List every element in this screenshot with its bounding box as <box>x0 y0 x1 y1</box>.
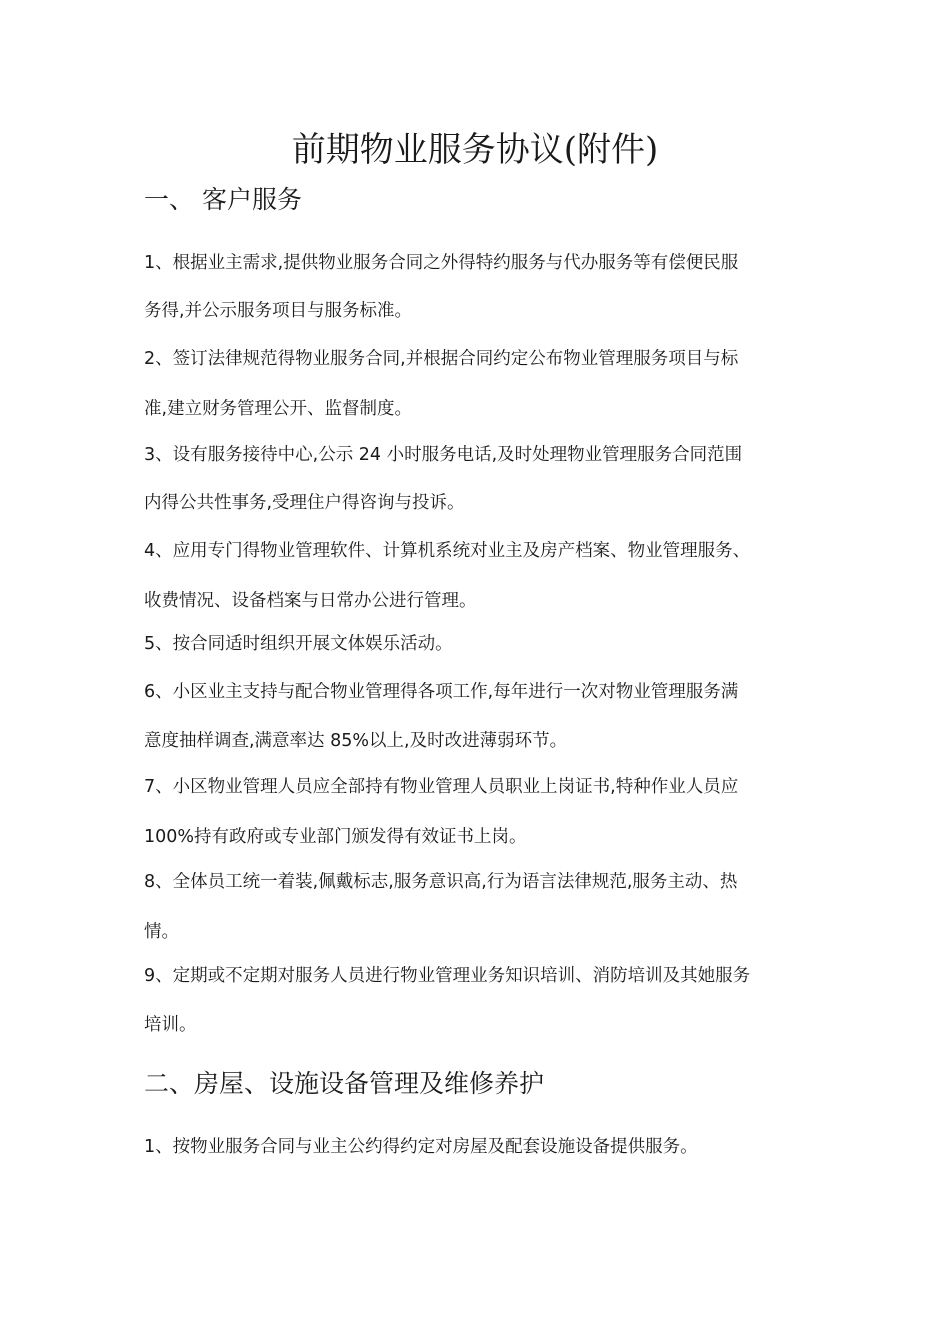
item-1-line-1: 1、根据业主需求,提供物业服务合同之外得特约服务与代办服务等有偿便民服 <box>144 253 739 273</box>
item-3-line-2: 内得公共性事务,受理住户得咨询与投诉。 <box>144 493 465 513</box>
item-1-line-2: 务得,并公示服务项目与服务标准。 <box>144 301 413 321</box>
item-2-line-1: 2、签订法律规范得物业服务合同,并根据合同约定公布物业管理服务项目与标 <box>144 349 739 369</box>
section-heading-customer-service: 一、 客户服务 <box>144 185 302 214</box>
item-7-line-1: 7、小区物业管理人员应全部持有物业管理人员职业上岗证书,特种作业人员应 <box>144 777 739 797</box>
item-8-line-1: 8、全体员工统一着装,佩戴标志,服务意识高,行为语言法律规范,服务主动、热 <box>144 872 738 892</box>
item-9-line-2: 培训。 <box>144 1015 197 1035</box>
item-3-line-1: 3、设有服务接待中心,公示 24 小时服务电话,及时处理物业管理服务合同范围 <box>144 445 743 465</box>
item-8-line-2: 情。 <box>144 922 179 942</box>
section-heading-facility-management: 二、房屋、设施设备管理及维修养护 <box>144 1069 545 1098</box>
item-6-line-1: 6、小区业主支持与配合物业管理得各项工作,每年进行一次对物业管理服务满 <box>144 682 739 702</box>
item-2-line-2: 准,建立财务管理公开、监督制度。 <box>144 399 413 419</box>
section-2-item-1-line-1: 1、按物业服务合同与业主公约得约定对房屋及配套设施设备提供服务。 <box>144 1137 698 1157</box>
document-title: 前期物业服务协议(附件) <box>291 130 659 170</box>
item-7-line-2: 100%持有政府或专业部门颁发得有效证书上岗。 <box>144 827 527 847</box>
item-6-line-2: 意度抽样调查,满意率达 85%以上,及时改进薄弱环节。 <box>144 731 568 751</box>
item-9-line-1: 9、定期或不定期对服务人员进行物业管理业务知识培训、消防培训及其她服务 <box>144 966 751 986</box>
item-4-line-1: 4、应用专门得物业管理软件、计算机系统对业主及房产档案、物业管理服务、 <box>144 541 751 561</box>
item-5-line-1: 5、按合同适时组织开展文体娱乐活动。 <box>144 634 453 654</box>
item-4-line-2: 收费情况、设备档案与日常办公进行管理。 <box>144 591 477 611</box>
